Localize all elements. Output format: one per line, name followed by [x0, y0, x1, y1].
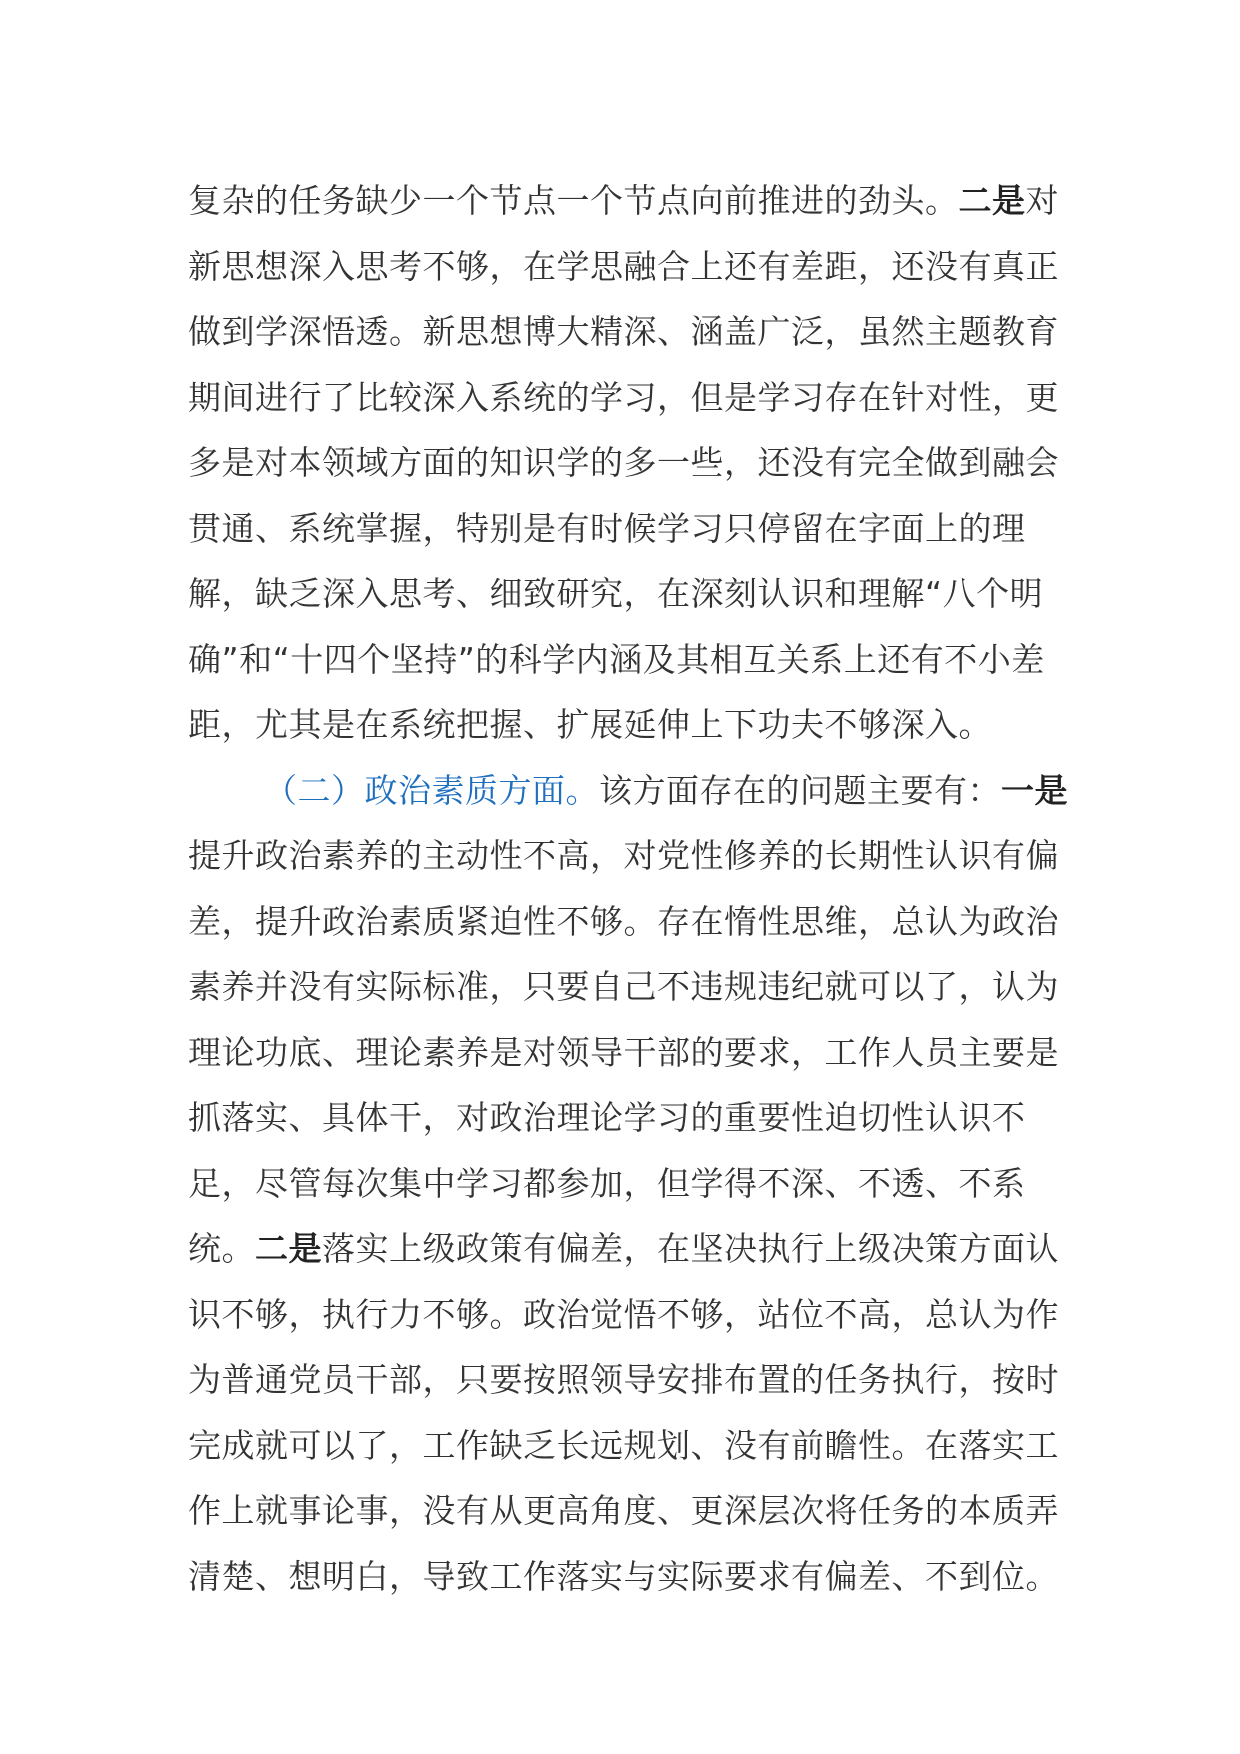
emphasis-marker: 一是 — [1001, 770, 1068, 810]
emphasis-marker: 二是 — [958, 181, 1026, 220]
paragraph-text: 复杂的任务缺少一个节点一个节点向前推进的劲头。 — [188, 181, 959, 220]
section-heading: （二）政治素质方面。 — [264, 770, 599, 810]
paragraph-text: 对新思想深入思考不够，在学思融合上还有差距，还没有真正做到学深悟透。新思想博大精深、涵盖广泛，虽然主题教育期间进行了比较深入系统的学习，但是学习存在针对性，更多是对本领域方面的知识学的多一些，还没有完全做到融会贯通、系统掌握，特别是有时候学习只停留在字面上的理解，缺乏深入思考、细致研究，在深刻认识和理解“八个明确”和“十四个坚持”的科学内涵及其相互关系上还有不小差距，尤其是在系统把握、扩展延伸上下功夫不够深入。 — [188, 181, 1059, 744]
paragraph-text: 提升政治素养的主动性不高，对党性修养的长期性认识有偏差，提升政治素质紧迫性不够。存在惰性思维，总认为政治素养并没有实际标准，只要自己不违规违纪就可以了，认为理论功底、理论素养是对领导干部的要求，工作人员主要是抓落实、具体干，对政治理论学习的重要性迫切性认识不足，尽管每次集中学习都参加，但学得不深、不透、不系统。 — [188, 836, 1059, 1268]
paragraph-text: 落实上级政策有偏差，在坚决执行上级决策方面认识不够，执行力不够。政治觉悟不够，站位不高，总认为作为普通党员干部，只要按照领导安排布置的任务执行，按时完成就可以了，工作缺乏长远规划、没有前瞻性。在落实工作上就事论事，没有从更高角度、更深层次将任务的本质弄清楚、想明白，导致工作落实与实际要求有偏差、不到位。 — [188, 1229, 1059, 1596]
document-body — [188, 168, 1068, 1609]
paragraph-text: 该方面存在的问题主要有： — [599, 770, 1001, 810]
paragraph-political-quality — [188, 758, 1068, 1610]
emphasis-marker: 二是 — [255, 1229, 322, 1268]
paragraph-continuation — [188, 168, 1068, 758]
